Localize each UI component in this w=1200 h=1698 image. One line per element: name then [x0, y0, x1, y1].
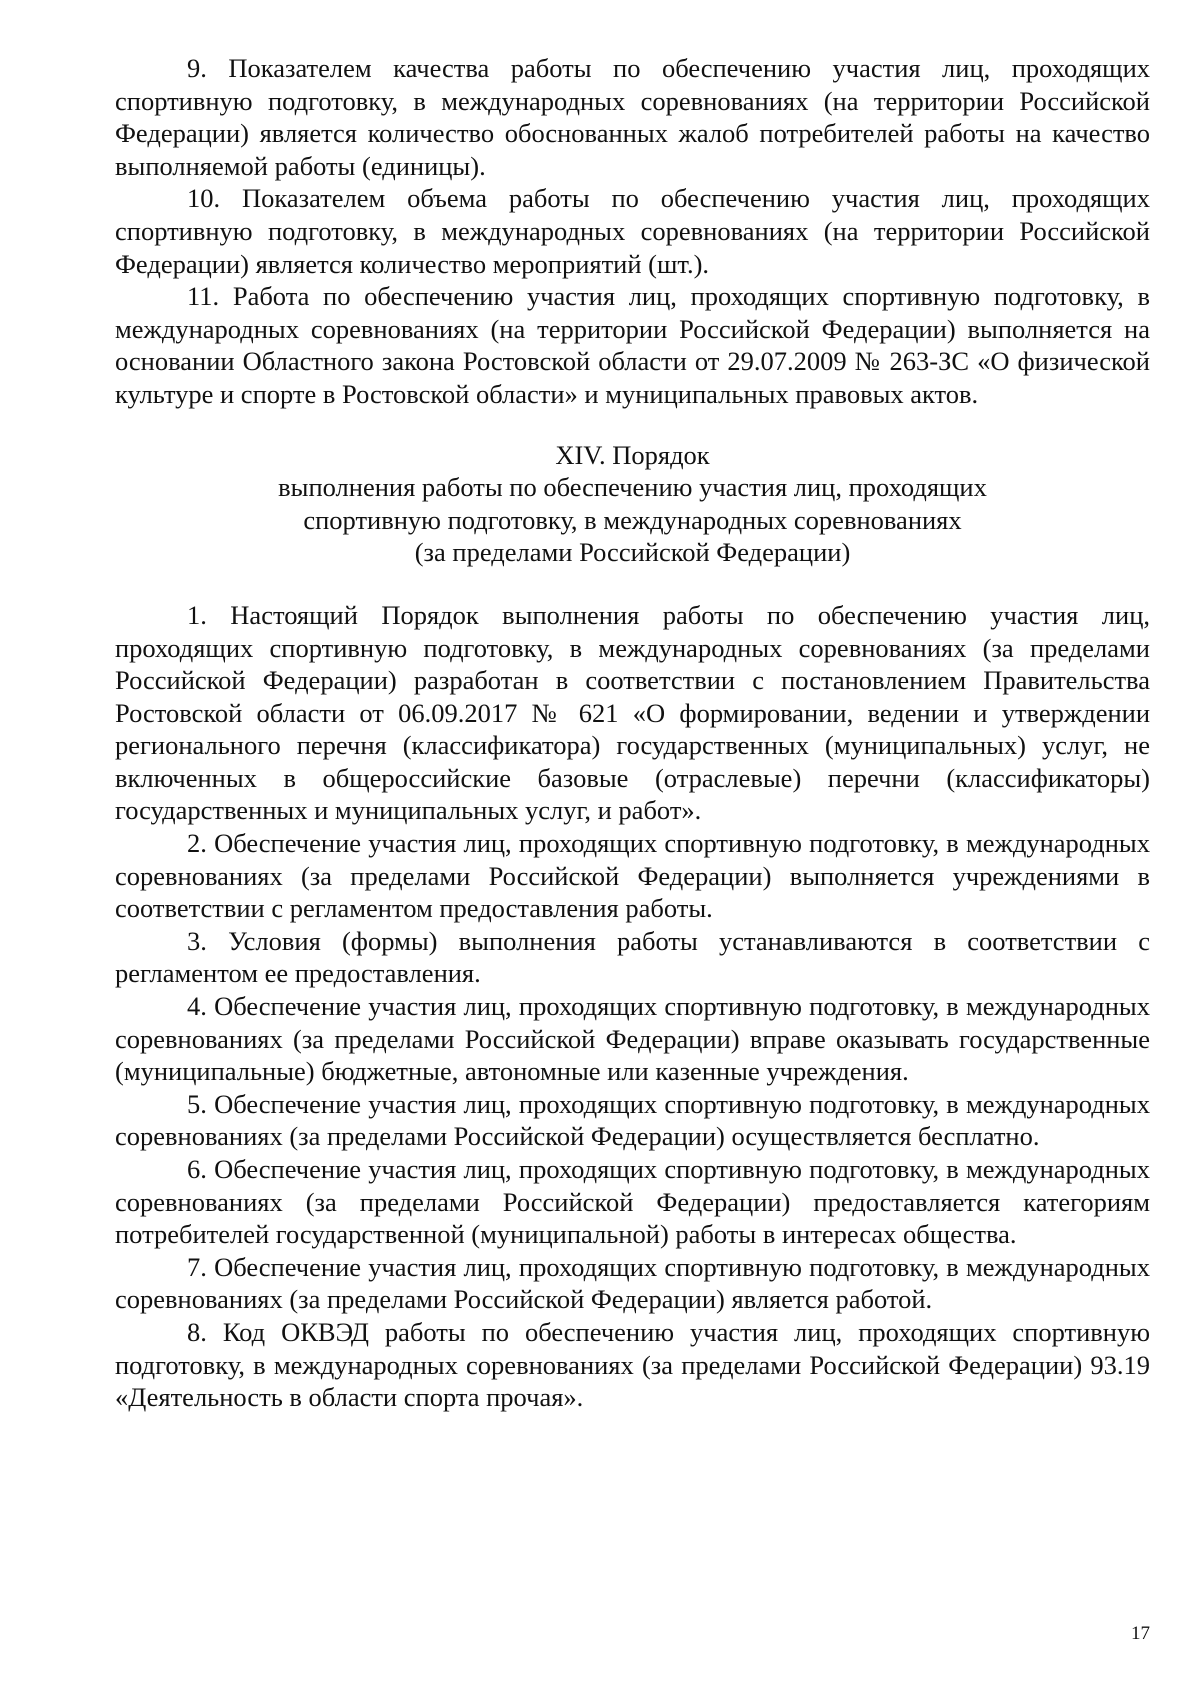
heading-line-2: выполнения работы по обеспечению участия лиц, проходящих [278, 472, 987, 503]
document-page [115, 52, 1150, 1414]
paragraph-4: 4. Обеспечение участия лиц, проходящих спортивную подготовку, в международных соревнованиях (за пределами Российской Федерации) вправе оказывать государственные (муниципальные) бюджетные, автономные или казенные учреждения. [115, 991, 1150, 1087]
heading-line-4: (за пределами Российской Федерации) [414, 537, 851, 568]
heading-line-3: спортивную подготовку, в международных соревнованиях [303, 504, 962, 535]
paragraph-7: 7. Обеспечение участия лиц, проходящих спортивную подготовку, в международных соревнованиях (за пределами Российской Федерации) является работой. [115, 1251, 1150, 1315]
paragraph-10: 10. Показателем объема работы по обеспечению участия лиц, проходящих спортивную подготовку, в международных соревнованиях (на территории Российской Федерации) является количество мероприятий (шт.). [115, 183, 1150, 279]
paragraph-11: 11. Работа по обеспечению участия лиц, проходящих спортивную подготовку, в международных соревнованиях (на территории Российской Федерации) выполняется на основании Областного закона Ростовской области от 29.07.2009 № 263-ЗС «О физической культуре и спорте в Ростовской области» и муниципальных правовых актов. [115, 281, 1150, 409]
paragraph-5: 5. Обеспечение участия лиц, проходящих спортивную подготовку, в международных соревнованиях (за пределами Российской Федерации) осуществляется бесплатно. [115, 1088, 1150, 1152]
paragraph-1: 1. Настоящий Порядок выполнения работы по обеспечению участия лиц, проходящих спортивную подготовку, в международных соревнованиях (за пределами Российской Федерации) разработан в соответствии с постановлением Правительства Ростовской области от 06.09.2017 № 621 «О формировании, ведении и утверждении регионального перечня (классификатора) государственных (муниципальных) услуг, не включенных в общероссийские базовые (отраслевые) перечни (классификаторы) государственных и муниципальных услуг, и работ». [115, 599, 1150, 826]
paragraph-3: 3. Условия (формы) выполнения работы устанавливаются в соответствии с регламентом ее предоставления. [115, 925, 1150, 989]
page-number: 17 [1131, 1623, 1150, 1644]
paragraph-8: 8. Код ОКВЭД работы по обеспечению участия лиц, проходящих спортивную подготовку, в международных соревнованиях (за пределами Российской Федерации) 93.19 «Деятельность в области спорта прочая». [115, 1316, 1150, 1413]
paragraph-6: 6. Обеспечение участия лиц, проходящих спортивную подготовку, в международных соревнованиях (за пределами Российской Федерации) предоставляется категориям потребителей государственной (муниципальной) работы в интересах общества. [115, 1154, 1150, 1250]
paragraph-2: 2. Обеспечение участия лиц, проходящих спортивную подготовку, в международных соревнованиях (за пределами Российской Федерации) выполняется учреждениями в соответствии с регламентом предоставления работы. [115, 828, 1150, 924]
heading-line-1: XIV. Порядок [555, 439, 710, 470]
section-heading [115, 439, 1150, 569]
section-main [115, 599, 1150, 1414]
section-top [115, 52, 1150, 411]
paragraph-9: 9. Показателем качества работы по обеспечению участия лиц, проходящих спортивную подготовку, в международных соревнованиях (на территории Российской Федерации) является количество обоснованных жалоб потребителей работы на качество выполняемой работы (единицы). [115, 53, 1150, 181]
